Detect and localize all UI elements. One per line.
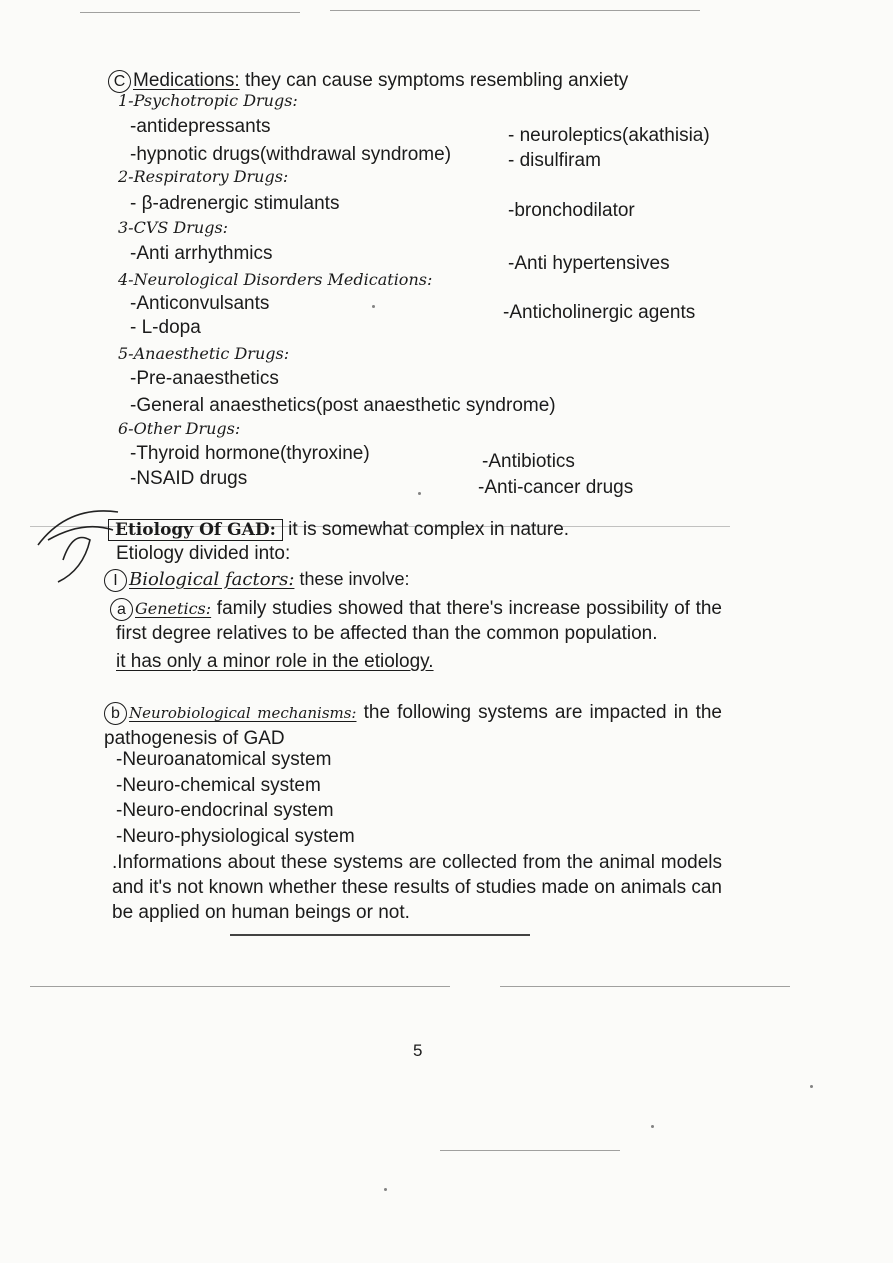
list-item-right: -Antibiotics <box>482 451 575 472</box>
etiology-divided: Etiology divided into: <box>116 543 291 564</box>
scan-dot <box>810 1085 813 1088</box>
group-heading: 3-CVS Drugs: <box>118 218 229 237</box>
genetics-paragraph <box>116 596 722 646</box>
etiology-heading <box>108 519 569 541</box>
etiology-title: Etiology Of GAD: <box>108 519 283 541</box>
system-item: -Neuroanatomical system <box>116 749 332 770</box>
genetics-title: Genetics: <box>135 599 212 618</box>
neuro-marker: b <box>104 702 127 725</box>
list-item: -NSAID drugs <box>130 468 248 489</box>
group-heading: 4-Neurological Disorders Medications: <box>118 270 433 289</box>
scan-dot <box>651 1125 654 1128</box>
scan-noise <box>500 986 790 987</box>
section-title: Medications: <box>133 70 240 91</box>
list-item: - L-dopa <box>130 317 201 338</box>
list-item: -Pre-anaesthetics <box>130 368 279 389</box>
list-item-right: -Anti-cancer drugs <box>478 477 634 498</box>
list-item: - β-adrenergic stimulants <box>130 193 340 214</box>
list-item: -General anaesthetics(post anaesthetic syndrome) <box>130 395 556 416</box>
underline-stroke <box>230 934 530 936</box>
list-item: -Anticonvulsants <box>130 293 270 314</box>
genetics-note: it has only a minor role in the etiology. <box>116 651 434 672</box>
scan-dot <box>418 492 421 495</box>
scan-noise <box>80 12 300 13</box>
info-paragraph: .Informations about these systems are collected from the animal models and it's not known whether these results of studies made on animals can be applied on human beings or not. <box>112 852 722 923</box>
list-item-right: - neuroleptics(akathisia) <box>508 125 710 146</box>
list-item: -antidepressants <box>130 116 271 137</box>
bio-title: Biological factors: <box>129 569 295 590</box>
list-item-right: -Anticholinergic agents <box>503 302 696 323</box>
biological-factors-line <box>104 568 410 592</box>
group-heading: 1-Psychotropic Drugs: <box>118 91 298 110</box>
section-marker: C <box>108 70 131 93</box>
section-intro: they can cause symptoms resembling anxiety <box>239 70 629 91</box>
page-number: 5 <box>413 1041 423 1060</box>
system-item: -Neuro-chemical system <box>116 775 321 796</box>
bio-intro: these involve: <box>294 569 410 589</box>
bio-marker: I <box>104 569 127 592</box>
etiology-intro: it is somewhat complex in nature. <box>288 519 570 540</box>
neuro-title: Neurobiological mechanisms: <box>129 704 357 722</box>
list-item: -Thyroid hormone(thyroxine) <box>130 443 370 464</box>
group-heading: 5-Anaesthetic Drugs: <box>118 344 290 363</box>
scan-noise <box>330 10 700 11</box>
list-item-right: -bronchodilator <box>508 200 635 221</box>
group-heading: 2-Respiratory Drugs: <box>118 167 289 186</box>
neuro-intro: the following systems are impacted in the pathogenesis of GAD <box>104 702 722 749</box>
scan-noise <box>30 986 450 987</box>
system-item: -Neuro-physiological system <box>116 826 355 847</box>
system-item: -Neuro-endocrinal system <box>116 800 334 821</box>
list-item: -Anti arrhythmics <box>130 243 273 264</box>
scan-dot <box>372 305 375 308</box>
group-heading: 6-Other Drugs: <box>118 419 241 438</box>
list-item-right: -Anti hypertensives <box>508 253 670 274</box>
list-item-right: - disulfiram <box>508 150 601 171</box>
genetics-text: family studies showed that there's increase possibility of the first degree relatives to be affected than the common population. <box>116 598 722 644</box>
list-item: -hypnotic drugs(withdrawal syndrome) <box>130 144 452 165</box>
scan-noise <box>440 1150 620 1151</box>
genetics-marker: a <box>110 598 133 621</box>
neuro-paragraph <box>104 700 722 751</box>
scan-dot <box>384 1188 387 1191</box>
